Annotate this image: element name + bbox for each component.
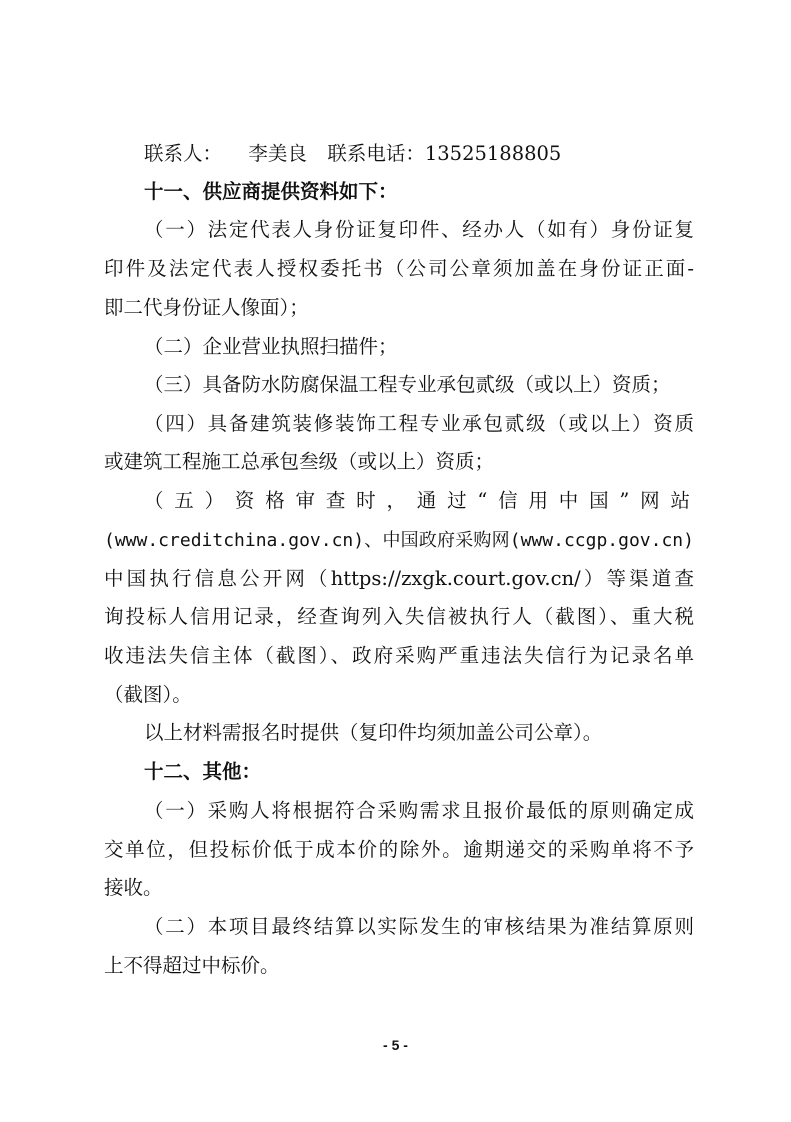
s11-item5-line3: 中国执行信息公开网（https://zxgk.court.gov.cn/）等渠道查 — [104, 567, 694, 590]
s11-item3: （三）具备防水防腐保温工程专业承包贰级（或以上）资质； — [144, 373, 671, 396]
s11-item1-line2: 印件及法定代表人授权委托书（公司公章须加盖在身份证正面- — [104, 257, 694, 280]
s11-item4-line1: （四）具备建筑装修装饰工程专业承包贰级（或以上）资质 — [144, 412, 694, 435]
s11-item5-line2: (www.creditchina.gov.cn)、中国政府采购网(www.ccgp.gov.cn) — [104, 530, 694, 551]
s11-item1-line1: （一）法定代表人身份证复印件、经办人（如有）身份证复 — [144, 218, 694, 241]
contact-phone-label: 联系电话： — [327, 142, 425, 165]
contact-label: 联系人： — [144, 142, 223, 165]
s11-item5-line1: （五）资格审查时，通过“信用中国”网站 — [144, 489, 694, 512]
s11-note: 以上材料需报名时提供（复印件均须加盖公司公章）。 — [144, 721, 603, 744]
s11-item1-line3: 即二代身份证人像面）； — [104, 296, 309, 319]
section-12-heading: 十二、其他： — [144, 760, 262, 783]
contact-line — [144, 141, 694, 167]
s11-item5-line4: 询投标人信用记录，经查询列入失信被执行人（截图）、重大税 — [104, 605, 694, 628]
page-number: - 5 - — [383, 1037, 408, 1053]
s12-item2-line2: 上不得超过中标价。 — [104, 954, 280, 977]
s12-item1-line2: 交单位，但投标价低于成本价的除外。逾期递交的采购单将不予 — [104, 838, 694, 861]
contact-phone: 13525188805 — [424, 142, 562, 165]
s12-item1-line3: 接收。 — [104, 876, 163, 899]
s11-item4-line2: 或建筑工程施工总承包叁级（或以上）资质； — [104, 450, 495, 473]
s11-item2: （二）企业营业执照扫描件； — [144, 335, 398, 358]
s11-item5-line5: 收违法失信主体（截图）、政府采购严重违法失信行为记录名单 — [104, 644, 694, 667]
section-11-heading: 十一、供应商提供资料如下： — [144, 180, 398, 203]
s12-item2-line1: （二）本项目最终结算以实际发生的审核结果为准结算原则 — [144, 915, 694, 938]
s11-item5-line6: （截图）。 — [104, 683, 192, 706]
contact-name: 李美良 — [248, 142, 307, 165]
s12-item1-line1: （一）采购人将根据符合采购需求且报价最低的原则确定成 — [144, 799, 694, 822]
